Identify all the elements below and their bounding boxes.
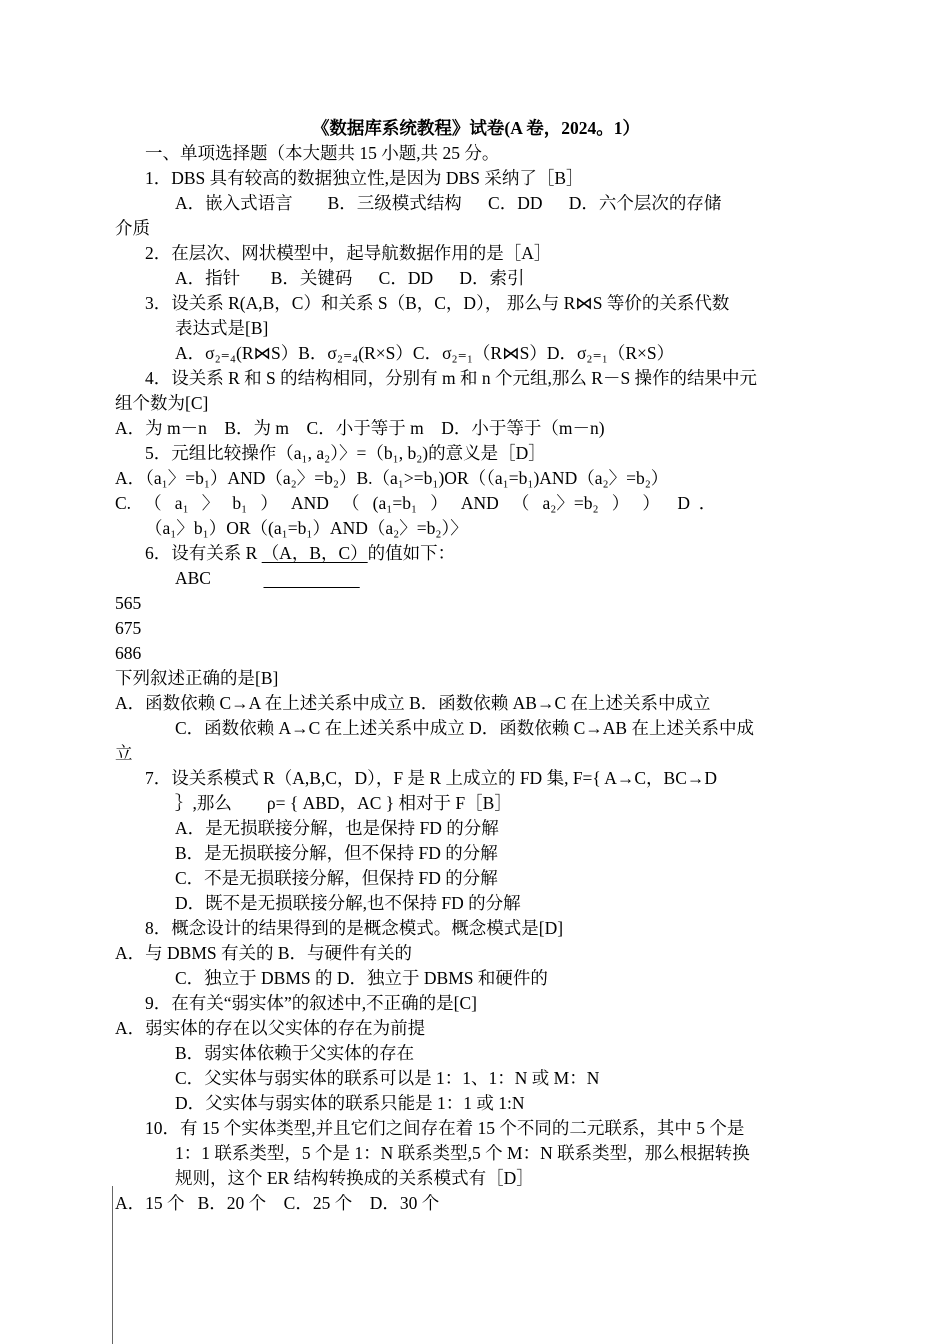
- underlined-text: （A，B，C）: [261, 543, 368, 563]
- doc-line: [115, 1191, 837, 1216]
- left-border-line: [112, 1186, 113, 1344]
- text-segment: A．是无损联接分解，也是保持 FD 的分解: [175, 818, 499, 838]
- text-segment: 686: [115, 643, 142, 663]
- text-segment: A．σ₂₌₄(R⋈S）B．σ₂₌₄(R×S）C．σ₂₌₁（R⋈S）D．σ₂₌₁（R×S）: [175, 343, 675, 363]
- text-segment: C．不是无损联接分解，但保持 FD 的分解: [175, 868, 498, 888]
- text-segment: ｝,那么 ρ= { ABD，AC } 相对于 F［B］: [175, 793, 512, 813]
- text-segment: D．既不是无损联接分解,也不保持 FD 的分解: [175, 893, 521, 913]
- doc-line: [115, 666, 837, 691]
- text-segment: 2．在层次、网状模型中，起导航数据作用的是［A］: [145, 243, 552, 263]
- doc-line: [115, 691, 837, 716]
- text-segment: C．独立于 DBMS 的 D．独立于 DBMS 和硬件的: [175, 968, 548, 988]
- doc-line: [175, 1066, 837, 1091]
- doc-line: [115, 491, 837, 516]
- text-segment: B．弱实体依赖于父实体的存在: [175, 1043, 415, 1063]
- text-segment: 介质: [115, 218, 150, 238]
- text-segment: 6．设有关系 R: [145, 543, 262, 563]
- doc-line: [175, 266, 837, 291]
- doc-line: [145, 516, 837, 541]
- page-title: 《数据库系统教程》试卷(A 卷，2024。1）: [311, 118, 641, 138]
- doc-line: [175, 1041, 837, 1066]
- doc-line: [175, 566, 837, 591]
- text-segment: B．是无损联接分解，但不保持 FD 的分解: [175, 843, 498, 863]
- document-body: [115, 116, 837, 1216]
- text-segment: 3．设关系 R(A,B，C）和关系 S（B，C，D）， 那么与 R⋈S 等价的关系代数: [145, 293, 730, 313]
- doc-line: [175, 191, 837, 216]
- doc-line: [145, 241, 837, 266]
- text-segment: 的值如下：: [367, 543, 456, 563]
- doc-line: [175, 316, 837, 341]
- text-segment: 4．设关系 R 和 S 的结构相同，分别有 m 和 n 个元组,那么 R－S 操作的结果中元: [145, 368, 758, 388]
- text-segment: A．为 m－n B．为 m C．小于等于 m D．小于等于（m－n): [115, 418, 605, 438]
- text-segment: 8．概念设计的结果得到的是概念模式。概念模式是[D]: [145, 918, 564, 938]
- doc-line: [175, 1166, 837, 1191]
- text-segment: 立: [115, 743, 133, 763]
- doc-line: [115, 641, 837, 666]
- text-segment: 下列叙述正确的是[B]: [115, 668, 279, 688]
- doc-line: [115, 1016, 837, 1041]
- doc-line: [115, 591, 837, 616]
- text-segment: 1．DBS 具有较高的数据独立性,是因为 DBS 采纳了［B］: [145, 168, 584, 188]
- doc-line: [115, 466, 837, 491]
- doc-line: [115, 616, 837, 641]
- text-segment: C. （ a₁ 〉 b₁ ） AND （ (a₁=b₁ ） AND （ a₂〉=b₂ ） ） D ．: [115, 493, 717, 513]
- doc-line: [175, 1091, 837, 1116]
- text-segment: D．父实体与弱实体的联系只能是 1：1 或 1:N: [175, 1093, 525, 1113]
- text-segment: A．15 个 B．20 个 C．25 个 D．30 个: [115, 1193, 440, 1213]
- doc-line: [145, 441, 837, 466]
- doc-line: [175, 341, 837, 366]
- doc-line: [175, 966, 837, 991]
- text-segment: 675: [115, 618, 142, 638]
- doc-line: [175, 716, 837, 741]
- doc-line: [145, 541, 837, 566]
- doc-line: [115, 216, 837, 241]
- text-segment: 5．元组比较操作（a₁, a₂）〉=（b₁, b₂)的意义是［D］: [145, 443, 546, 463]
- text-segment: 表达式是[B]: [175, 318, 269, 338]
- text-segment: 组个数为[C]: [115, 393, 209, 413]
- doc-line: [145, 766, 837, 791]
- text-segment: C．父实体与弱实体的联系可以是 1：1、1：N 或 M：N: [175, 1068, 600, 1088]
- doc-line: [145, 991, 837, 1016]
- doc-line: [175, 866, 837, 891]
- text-segment: A．函数依赖 C→A 在上述关系中成立 B．函数依赖 AB→C 在上述关系中成立: [115, 693, 711, 713]
- doc-line: [175, 1141, 837, 1166]
- text-segment: 1：1 联系类型，5 个是 1：N 联系类型,5 个 M：N 联系类型，那么根据转换: [175, 1143, 750, 1163]
- doc-line: [115, 941, 837, 966]
- underlined-text: [263, 568, 359, 588]
- text-segment: （a₁〉b₁）OR（(a₁=b₁）AND（a₂〉=b₂）〉: [145, 518, 468, 538]
- doc-line: [145, 366, 837, 391]
- text-segment: 规则，这个 ER 结构转换成的关系模式有［D］: [175, 1168, 534, 1188]
- doc-line: [115, 741, 837, 766]
- doc-line: [175, 816, 837, 841]
- text-segment: A．与 DBMS 有关的 B．与硬件有关的: [115, 943, 413, 963]
- text-segment: A．指针 B．关键码 C．DD D．索引: [175, 268, 525, 288]
- doc-line: [145, 916, 837, 941]
- text-segment: C．函数依赖 A→C 在上述关系中成立 D．函数依赖 C→AB 在上述关系中成: [175, 718, 754, 738]
- doc-line: [145, 291, 837, 316]
- text-segment: A．（a₁〉=b₁）AND（a₂〉=b₂）B.（a₁>=b₁)OR（（a₁=b₁)AND（a₂〉=b₂）: [115, 468, 669, 488]
- text-segment: 565: [115, 593, 142, 613]
- text-segment: A．弱实体的存在以父实体的存在为前提: [115, 1018, 426, 1038]
- doc-line: [145, 1116, 837, 1141]
- doc-line: [115, 391, 837, 416]
- text-segment: 一、单项选择题（本大题共 15 小题,共 25 分。: [145, 143, 500, 163]
- text-segment: 7．设关系模式 R（A,B,C，D），F 是 R 上成立的 FD 集, F={ A→C，BC→D: [145, 768, 718, 788]
- text-segment: A．嵌入式语言 B．三级模式结构 C．DD D．六个层次的存储: [175, 193, 722, 213]
- doc-line: [145, 166, 837, 191]
- doc-line: [175, 891, 837, 916]
- doc-line: [175, 791, 837, 816]
- doc-line: [145, 141, 837, 166]
- text-segment: 9．在有关“弱实体”的叙述中,不正确的是[C]: [145, 993, 477, 1013]
- text-segment: 10．有 15 个实体类型,并且它们之间存在着 15 个不同的二元联系，其中 5 个是: [145, 1118, 745, 1138]
- text-segment: [211, 568, 264, 588]
- text-segment: ABC: [175, 568, 211, 588]
- document-lines: [115, 141, 837, 1216]
- doc-line: [175, 841, 837, 866]
- doc-line: [115, 416, 837, 441]
